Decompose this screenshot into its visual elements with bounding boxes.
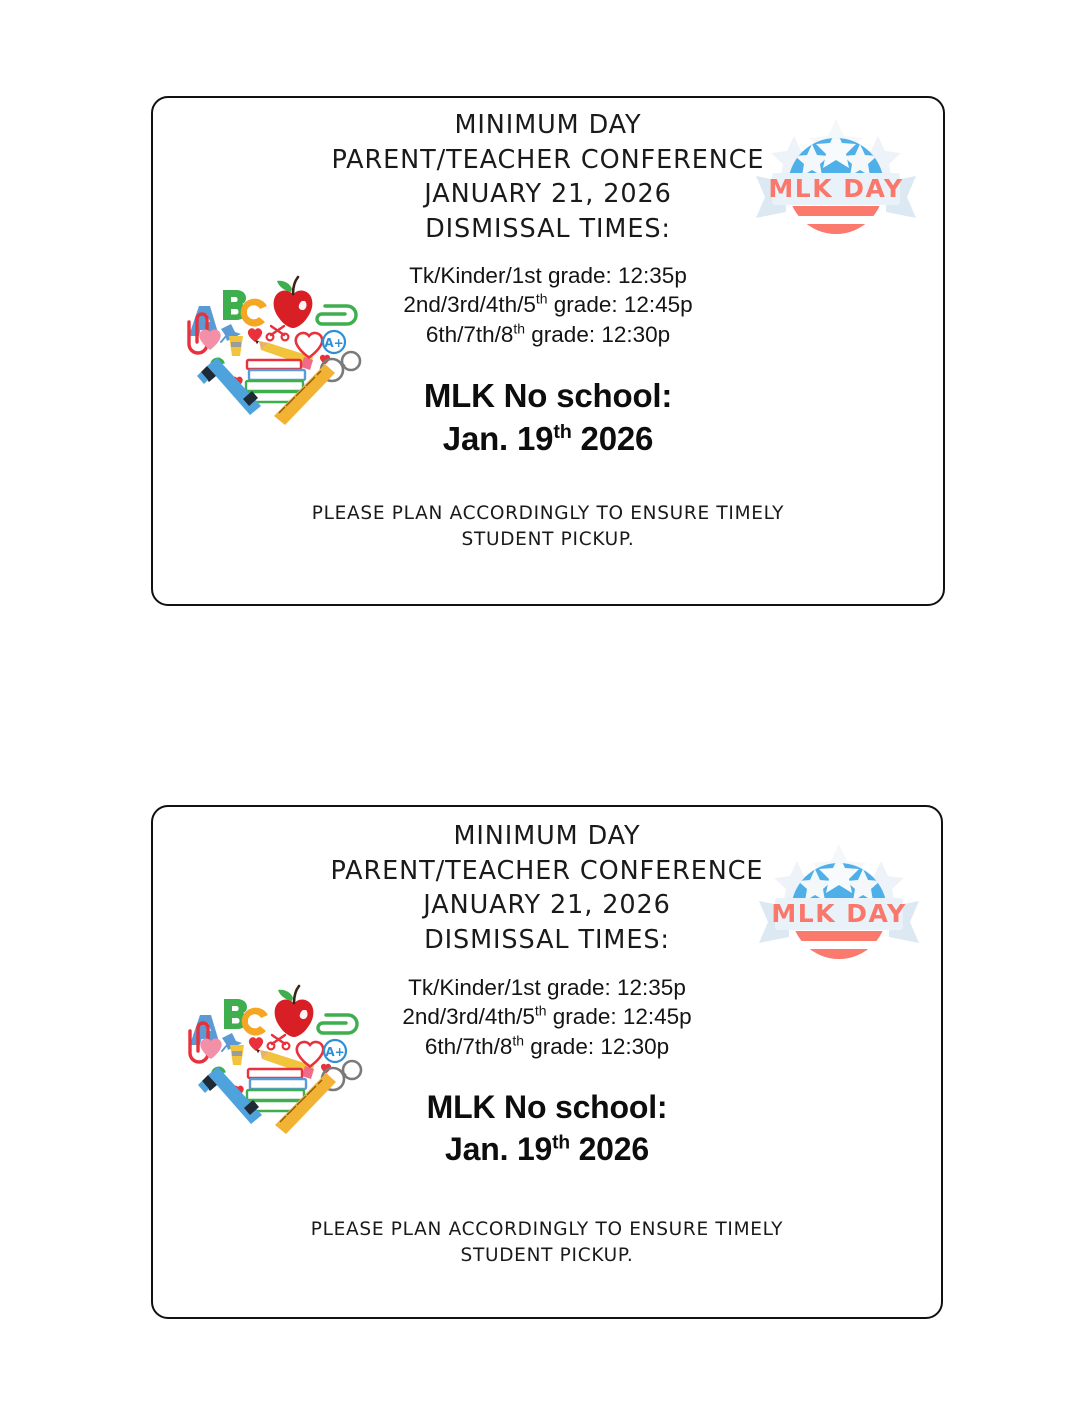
headline-line-1: MINIMUM DAY bbox=[453, 821, 641, 851]
dismissal-grades: 6th/7th/8 bbox=[425, 321, 514, 347]
dismissal-grades: 2nd/3rd/4th/5 bbox=[402, 1004, 535, 1030]
dismissal-time: grade: 12:35p bbox=[541, 263, 687, 288]
ordinal-suffix: th bbox=[512, 1032, 525, 1048]
mlk-date-year: 2026 bbox=[569, 1130, 649, 1167]
headline-line-2: PARENT/TEACHER CONFERENCE bbox=[331, 144, 765, 175]
dismissal-time: grade: 12:45p bbox=[546, 1004, 692, 1030]
mlk-day-badge-icon bbox=[753, 839, 925, 971]
school-supplies-heart-icon bbox=[177, 270, 362, 430]
flyer-card bbox=[151, 805, 943, 1319]
footnote-line-1: PLEASE PLAN ACCORDINGLY TO ENSURE TIMELY bbox=[310, 1219, 784, 1240]
dismissal-time: grade: 12:45p bbox=[547, 292, 693, 318]
headline-line-4: DISMISSAL TIMES: bbox=[425, 214, 671, 245]
headline-line-3: JANUARY 21, 2026 bbox=[423, 890, 671, 921]
ordinal-suffix: th bbox=[553, 420, 572, 443]
card-content bbox=[153, 98, 943, 604]
flyer-card bbox=[151, 96, 945, 606]
dismissal-time: grade: 12:30p bbox=[525, 321, 671, 347]
headline-line-3: JANUARY 21, 2026 bbox=[424, 179, 672, 210]
headline-line-2: PARENT/TEACHER CONFERENCE bbox=[330, 855, 764, 886]
footnote-line-1: PLEASE PLAN ACCORDINGLY TO ENSURE TIMELY bbox=[311, 503, 785, 524]
mlk-date-text: Jan. 19 bbox=[445, 1130, 553, 1167]
svg-text:A+: A+ bbox=[325, 1045, 345, 1059]
dismissal-grades: Tk/Kinder/1st bbox=[409, 263, 542, 288]
svg-text:A+: A+ bbox=[324, 336, 344, 350]
school-supplies-heart-icon bbox=[178, 979, 363, 1139]
ordinal-suffix: th bbox=[534, 1002, 547, 1019]
mlk-date-year: 2026 bbox=[571, 419, 654, 457]
mlk-badge-label: MLK DAY bbox=[768, 174, 904, 203]
dismissal-grades: 2nd/3rd/4th/5 bbox=[403, 292, 536, 318]
dismissal-grades: Tk/Kinder/1st bbox=[408, 975, 541, 1000]
ordinal-suffix: th bbox=[552, 1131, 570, 1153]
ordinal-suffix: th bbox=[535, 290, 548, 307]
headline-line-4: DISMISSAL TIMES: bbox=[424, 925, 670, 956]
mlk-day-badge-icon bbox=[750, 114, 922, 246]
footnote-block bbox=[153, 1217, 941, 1270]
dismissal-grades: 6th/7th/8 bbox=[424, 1033, 513, 1059]
headline-line-1: MINIMUM DAY bbox=[454, 110, 642, 140]
footnote-line-2: STUDENT PICKUP. bbox=[461, 529, 635, 551]
mlk-date-text: Jan. 19 bbox=[442, 419, 554, 457]
card-content bbox=[153, 807, 941, 1317]
footnote-block bbox=[153, 501, 943, 554]
mlk-badge-label: MLK DAY bbox=[771, 899, 907, 928]
footnote-line-2: STUDENT PICKUP. bbox=[460, 1245, 634, 1267]
ordinal-suffix: th bbox=[513, 320, 526, 336]
dismissal-time: grade: 12:35p bbox=[540, 975, 686, 1000]
mlk-no-school-title: MLK No school: bbox=[426, 1089, 668, 1125]
dismissal-time: grade: 12:30p bbox=[524, 1033, 670, 1059]
mlk-no-school-title: MLK No school: bbox=[423, 377, 673, 414]
